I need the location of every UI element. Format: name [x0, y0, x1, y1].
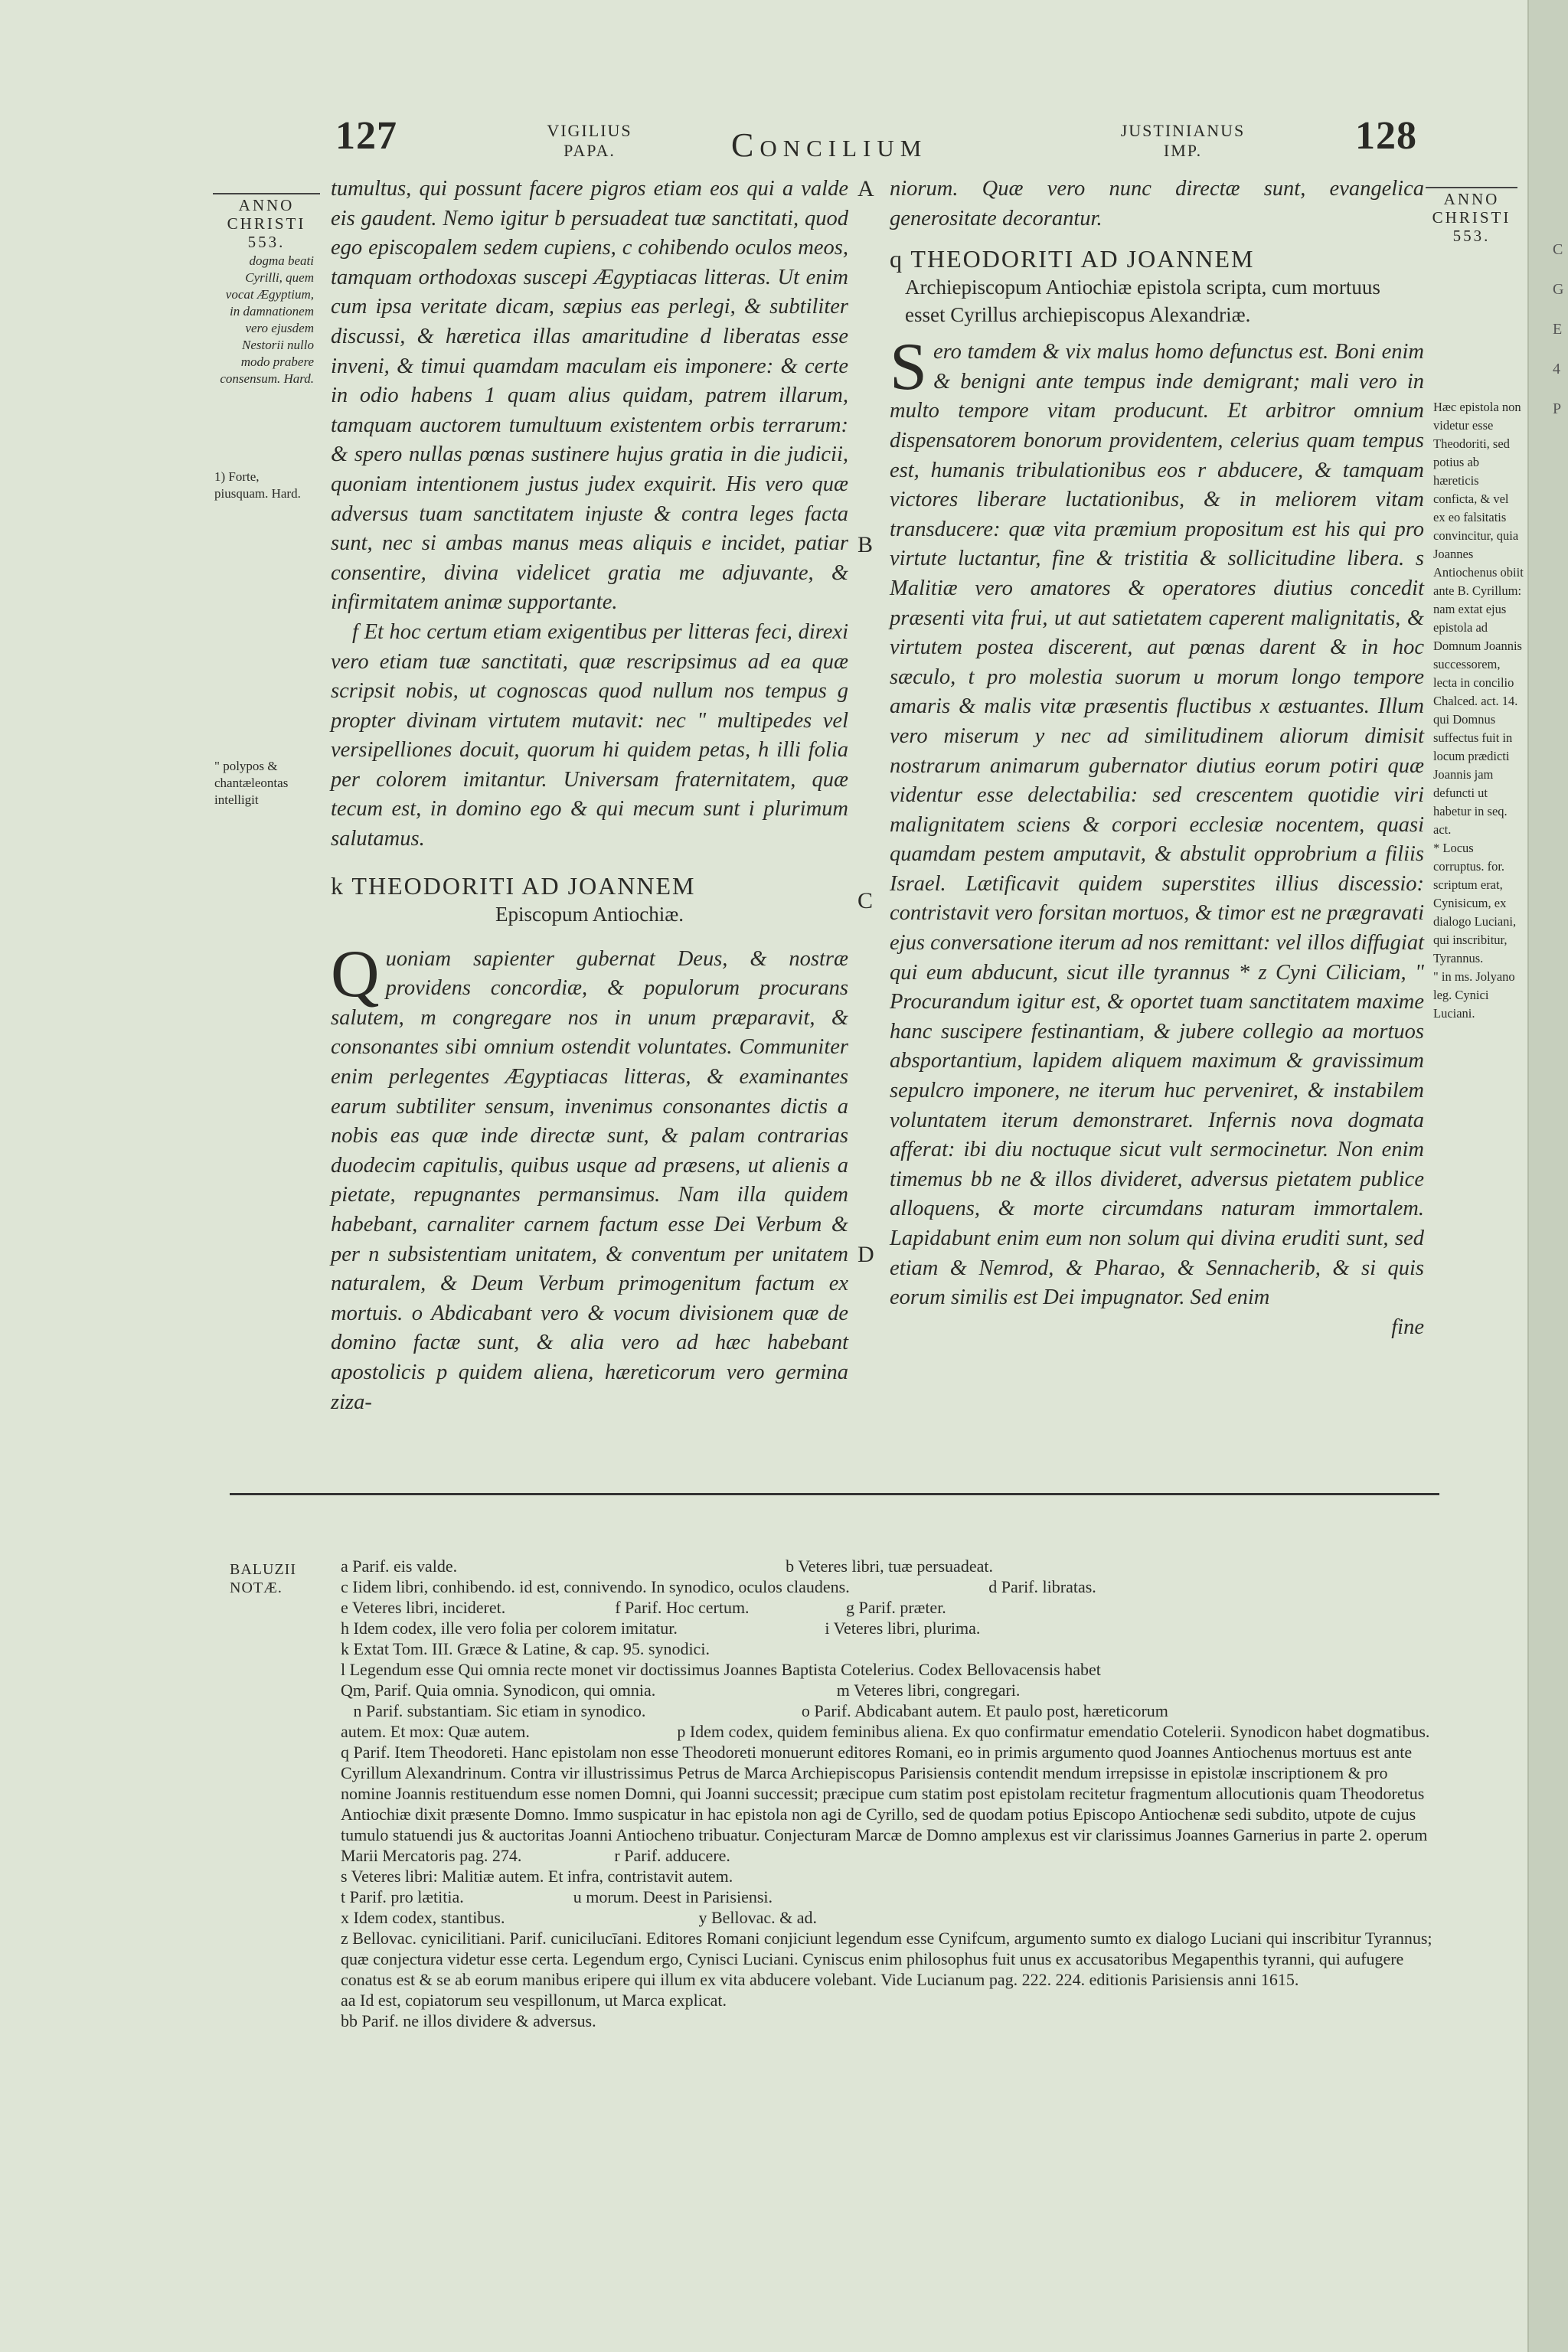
footnote-line: t Parif. pro lætitia. u morum. Deest in Parisiensi. [341, 1887, 773, 1906]
right-column [890, 175, 1424, 1342]
footnote-line: s Veteres libri: Malitiæ autem. Et infra, contristavit autem. [341, 1867, 733, 1886]
footnote-line: x Idem codex, stantibus. y Bellovac. & ad. [341, 1908, 818, 1927]
margin-note-left-1: dogma beati Cyrilli, quem vocat Ægyptium, in damnationem vero ejusdem Nestorii nullo modo prabere consensum. Hard. [220, 253, 314, 386]
edge-letters [1553, 230, 1563, 429]
margin-note-left-2: 1) Forte, piusquam. Hard. [214, 469, 301, 501]
footnotes [341, 1556, 1439, 2031]
page-title: Concilium [731, 126, 928, 164]
section-subheading-left: Episcopum Antiochiæ. [495, 902, 684, 926]
edge-letter: P [1553, 400, 1562, 417]
footnote-line: bb Parif. ne illos dividere & adversus. [341, 2011, 596, 2030]
drop-cap-s: S [890, 330, 927, 405]
section-letter-a: A [858, 176, 874, 201]
edge-letter: C [1553, 241, 1563, 258]
left-column [331, 175, 848, 1417]
footnote-line: e Veteres libri, incideret. f Parif. Hoc certum. g Parif. præter. [341, 1598, 946, 1617]
header-right-label: JUSTINIANUS IMP. [1120, 121, 1246, 160]
anno-christi-left: ANNO CHRISTI 553. [213, 193, 320, 251]
footnote-line: q Parif. Item Theodoreti. Hanc epistolam non esse Theodoreti monuerunt editores Romani, eo in primis argumento quod Joannes Antiochenus mortuus est ante Cyrillum Alexandrinum. Contra vir illustrissimus Petrus de Marca Archiepiscopus Parisiensis contendit mendum irrepsisse in epistolæ inscriptionem & pro nomine Joannis restituendum esse nomen Domni, qui Joanni successit; præcipue cum statim post epistolam recitetur fragmentum allocutionis quam Theodoretus Antiochiæ dixit præsente Domno. Immo suspicatur in hac epistola non agi de Cyrillo, sed de quodam potius Episcopo Antiochenæ sedi subdito, utpote de cujus tumulo statuendi jus & auctoritas Joanni Antiocheno tribuatur. Conjecturam Marcæ de Domno amplexus est vir clarissimus Joannes Garnerius in parte 2. operum Marii Mercatoris pag. 274. r Parif. adducere. [341, 1743, 1432, 1865]
section-letter-b: B [858, 532, 874, 557]
footnote-line: z Bellovac. cynicilitiani. Parif. cunicilucīani. Editores Romani conjiciunt legendum esse Cynifcum, argumento sumto ex dialogo Luciani qui inscribitur Tyrannus; quæ conjectura videtur esse certa. Legendum ergo, Cynisci Luciani. Cyniscus enim philosophus fuit unus ex accusatoribus Megapenthis tyranni, qui aufugere conatus est & se ab eorum manibus eripere qui illum ex vita abducere volebant. Vide Lucianum pag. 222. 224. editionis Parisiensis anni 1615. [341, 1929, 1436, 1989]
footnote-line: h Idem codex, ille vero folia per colorem imitatur. i Veteres libri, plurima. [341, 1619, 981, 1638]
footnote-line: l Legendum esse Qui omnia recte monet vir doctissimus Joannes Baptista Cotelerius. Codex Bellovacensis habet [341, 1660, 1101, 1679]
section-heading-right: q THEODORITI AD JOANNEM [890, 245, 1255, 273]
footnote-line: n Parif. substantiam. Sic etiam in synodico. o Parif. Abdicabant autem. Et paulo post, hæreticorum [341, 1701, 1168, 1720]
anno-christi-right: ANNO CHRISTI 553. [1426, 187, 1517, 245]
section-subheading-right: Archiepiscopum Antiochiæ epistola scripta, cum mortuus esset Cyrillus archiepiscopus Alexandriæ. [905, 276, 1380, 327]
section-letter-c: C [858, 888, 874, 913]
catchword: fine [1391, 1315, 1424, 1339]
edge-letter: G [1553, 281, 1564, 298]
edge-letter: E [1553, 321, 1563, 338]
left-paragraph-1: tumultus, qui possunt facere pigros etiam eos qui a valde eis gaudent. Nemo igitur b persuadeat tuæ sanctitati, quod ego episcopalem sedem cupiens, c cohibendo oculos meos, tamquam orthodoxas suscepi Ægyptiacas litteras. Ut enim cum ipsa veritate dicam, sæpius eas perlegi, & subtiliter discussi, & hæretica illas amaritudine d liberatas esse inveni, & timui quamdam maculam eis imponere: & certe in odio habens 1 quam alius quidam, patrem illarum, tamquam auctorem tumultuum existentem orbis terrarum: & spero nullas pœnas sustinere hujus gratia in die judicii, quoniam intentionem justus judex exquirit. His vero quæ adversus tuam sanctitatem injuste & contra leges facta sunt, nec si ambas manus meas aliquis e incidet, patiar consentire, divina videlicet gratia me adjuvante, & infirmitatem animæ supportante. [331, 177, 848, 615]
footnote-line: c Iidem libri, conhibendo. id est, connivendo. In synodico, oculos claudens. d Parif. libratas. [341, 1577, 1096, 1596]
drop-cap-q: Q [331, 936, 380, 1011]
right-paragraph-2: ero tamdem & vix malus homo defunctus est. Boni enim & benigni ante tempus inde demigrant; mali vero in multo tempore vitam producunt. Et arbitror omnium dispensatorem bonorum providentem, celerius quam tempus est, humanis tribulationibus eos r abducere, & tamquam victores liberare luctationibus, & in meliorem vitam transducere: quæ vita præmium propositum est his qui pro virtute luctantur, fine & tristitia & sollicitudine libera. s Malitiæ vero amatores & operatores diutius concedit præsenti vita frui, ut aut satietatem caperent malignitatis, & virtutem postea discerent, aut pœnas darent & in hoc sæculo, t pro molestia suorum u morum longo tempore amaris & malis vitæ præsentis fluctibus x æstuantes. Illum vero miserum y nec ad similitudinem aliorum dimisit nostrarum animarum gubernator diutius eorum potiri quæ videntur esse delectabilia: sed crescentem quotidie viri malignitatem sciens & corpori ecclesiæ nocentem, quasi quamdam pestem amputavit, & abstulit opprobrium a filiis Israel. Lætificavit quidem superstites illius discessio: contristavit vero forsitan mortuos, & timor est ne prægravati ejus conversatione iterum ad nos remittant: vel illos diffugiat qui eum abducunt, sicut ille tyrannus * z Cyni Ciliciam, " Procurandum igitur est, & oportet tuam sanctitatem maxime hanc suscipere festinantiam, & jubere collegio aa mortuos absportantium, lapidem aliquem maximum & gravissimum sepulcro imponere, ne iterum huc perveniret, & instabilem voluntatem iterum demonstraret. Infernis nova dogmata afferat: ibi diu noctuque sicut vult sermocinetur. Non enim timemus bb ne & illos divideret, adversus pietatem publice alloquens, & morte circumdans naturam immortalem. Lapidabunt enim eum non solum qui divina eruditi sunt, sed etiam & Nemrod, & Pharao, & Sennacherib, & si quis eorum similis est Dei impugnator. Sed enim [890, 340, 1424, 1310]
right-paragraph-1: niorum. Quæ vero nunc directæ sunt, evangelica generositate decorantur. [890, 177, 1424, 230]
footnote-line: autem. Et mox: Quæ autem. p Idem codex, quidem feminibus aliena. Ex quo confirmatur emendatio Cotelerii. Synodicon habet dogmatibus. [341, 1722, 1430, 1741]
header-left-label: VIGILIUS PAPA. [547, 121, 632, 160]
margin-note-right: Hæc epistola non videtur esse Theodoriti, sed potius ab hæreticis conficta, & vel ex eo falsitatis convincitur, quia Joannes Antiochenus obiit ante B. Cyrillum: nam extat ejus epistola ad Domnum Joannis successorem, lecta in concilio Chalced. act. 14. qui Domnus suffectus fuit in locum prædicti Joannis jam defuncti ut habetur in seq. act. * Locus corruptus. for. scriptum erat, Cynisicum, ex dialogo Luciani, qui inscribitur, Tyrannus. " in ms. Jolyano leg. Cynici Luciani. [1433, 400, 1524, 1021]
footnote-line: aa Id est, copiatorum seu vespillonum, ut Marca explicat. [341, 1991, 727, 2010]
footnote-line: k Extat Tom. III. Græce & Latine, & cap. 95. synodici. [341, 1639, 710, 1658]
left-paragraph-3: uoniam sapienter gubernat Deus, & nostræ providens concordiæ, & populorum procurans salutem, m congregare nos in unum præparavit, & consonantes sibi omnium ostendit voluntates. Communiter enim perlegentes Ægyptiacas litteras, & examinantes earum subtiliter sensum, invenimus consonantes dictis a nobis eas quæ inde directæ sunt, & palam contrarias duodecim capitulis, quibus usque ad præsens, ut alienis a pietate, repugnantes permansimus. Nam illa quidem habebant, carnaliter carnem factum esse Dei Verbum & per n subsistentiam unitatem, & conventum per unitatem naturalem, & Deum Verbum primogenitum factum ex mortuis. o Abdicabant vero & vocum divisionem quæ de domino factæ sunt, & alia vero ad hæc habebant apostolicis p quidem aliena, hæreticorum vero germina ziza- [331, 946, 848, 1414]
footnote-line: Qm, Parif. Quia omnia. Synodicon, qui omnia. m Veteres libri, congregari. [341, 1681, 1021, 1700]
notes-heading: BALUZII NOTÆ. [230, 1561, 296, 1596]
footnote-rule [230, 1493, 1439, 1495]
edge-letter: 4 [1553, 361, 1560, 377]
page-number-right: 128 [1355, 114, 1417, 158]
left-paragraph-2: f Et hoc certum etiam exigentibus per litteras feci, direxi vero etiam tuæ sanctitati, quæ rescripsimus ad ea quæ scripsit nobis, ut cognoscas quod nullum nos tempus g propter divinam virtutem mutavit: nec " multipedes vel versipelliones docuit, quorum hi quidem petas, h illi folia per colorem imitantur. Universam fraternitatem, quæ tecum est, in domino ego & qui mecum sunt i plurimum salutamus. [331, 619, 848, 851]
margin-note-left-3: " polypos & chantæleontas intelligit [214, 759, 289, 807]
page-number-left: 127 [335, 114, 397, 158]
section-letter-d: D [858, 1242, 874, 1267]
footnote-line: a Parif. eis valde. b Veteres libri, tuæ persuadeat. [341, 1557, 993, 1576]
section-heading-left: k THEODORITI AD JOANNEM [331, 871, 696, 900]
